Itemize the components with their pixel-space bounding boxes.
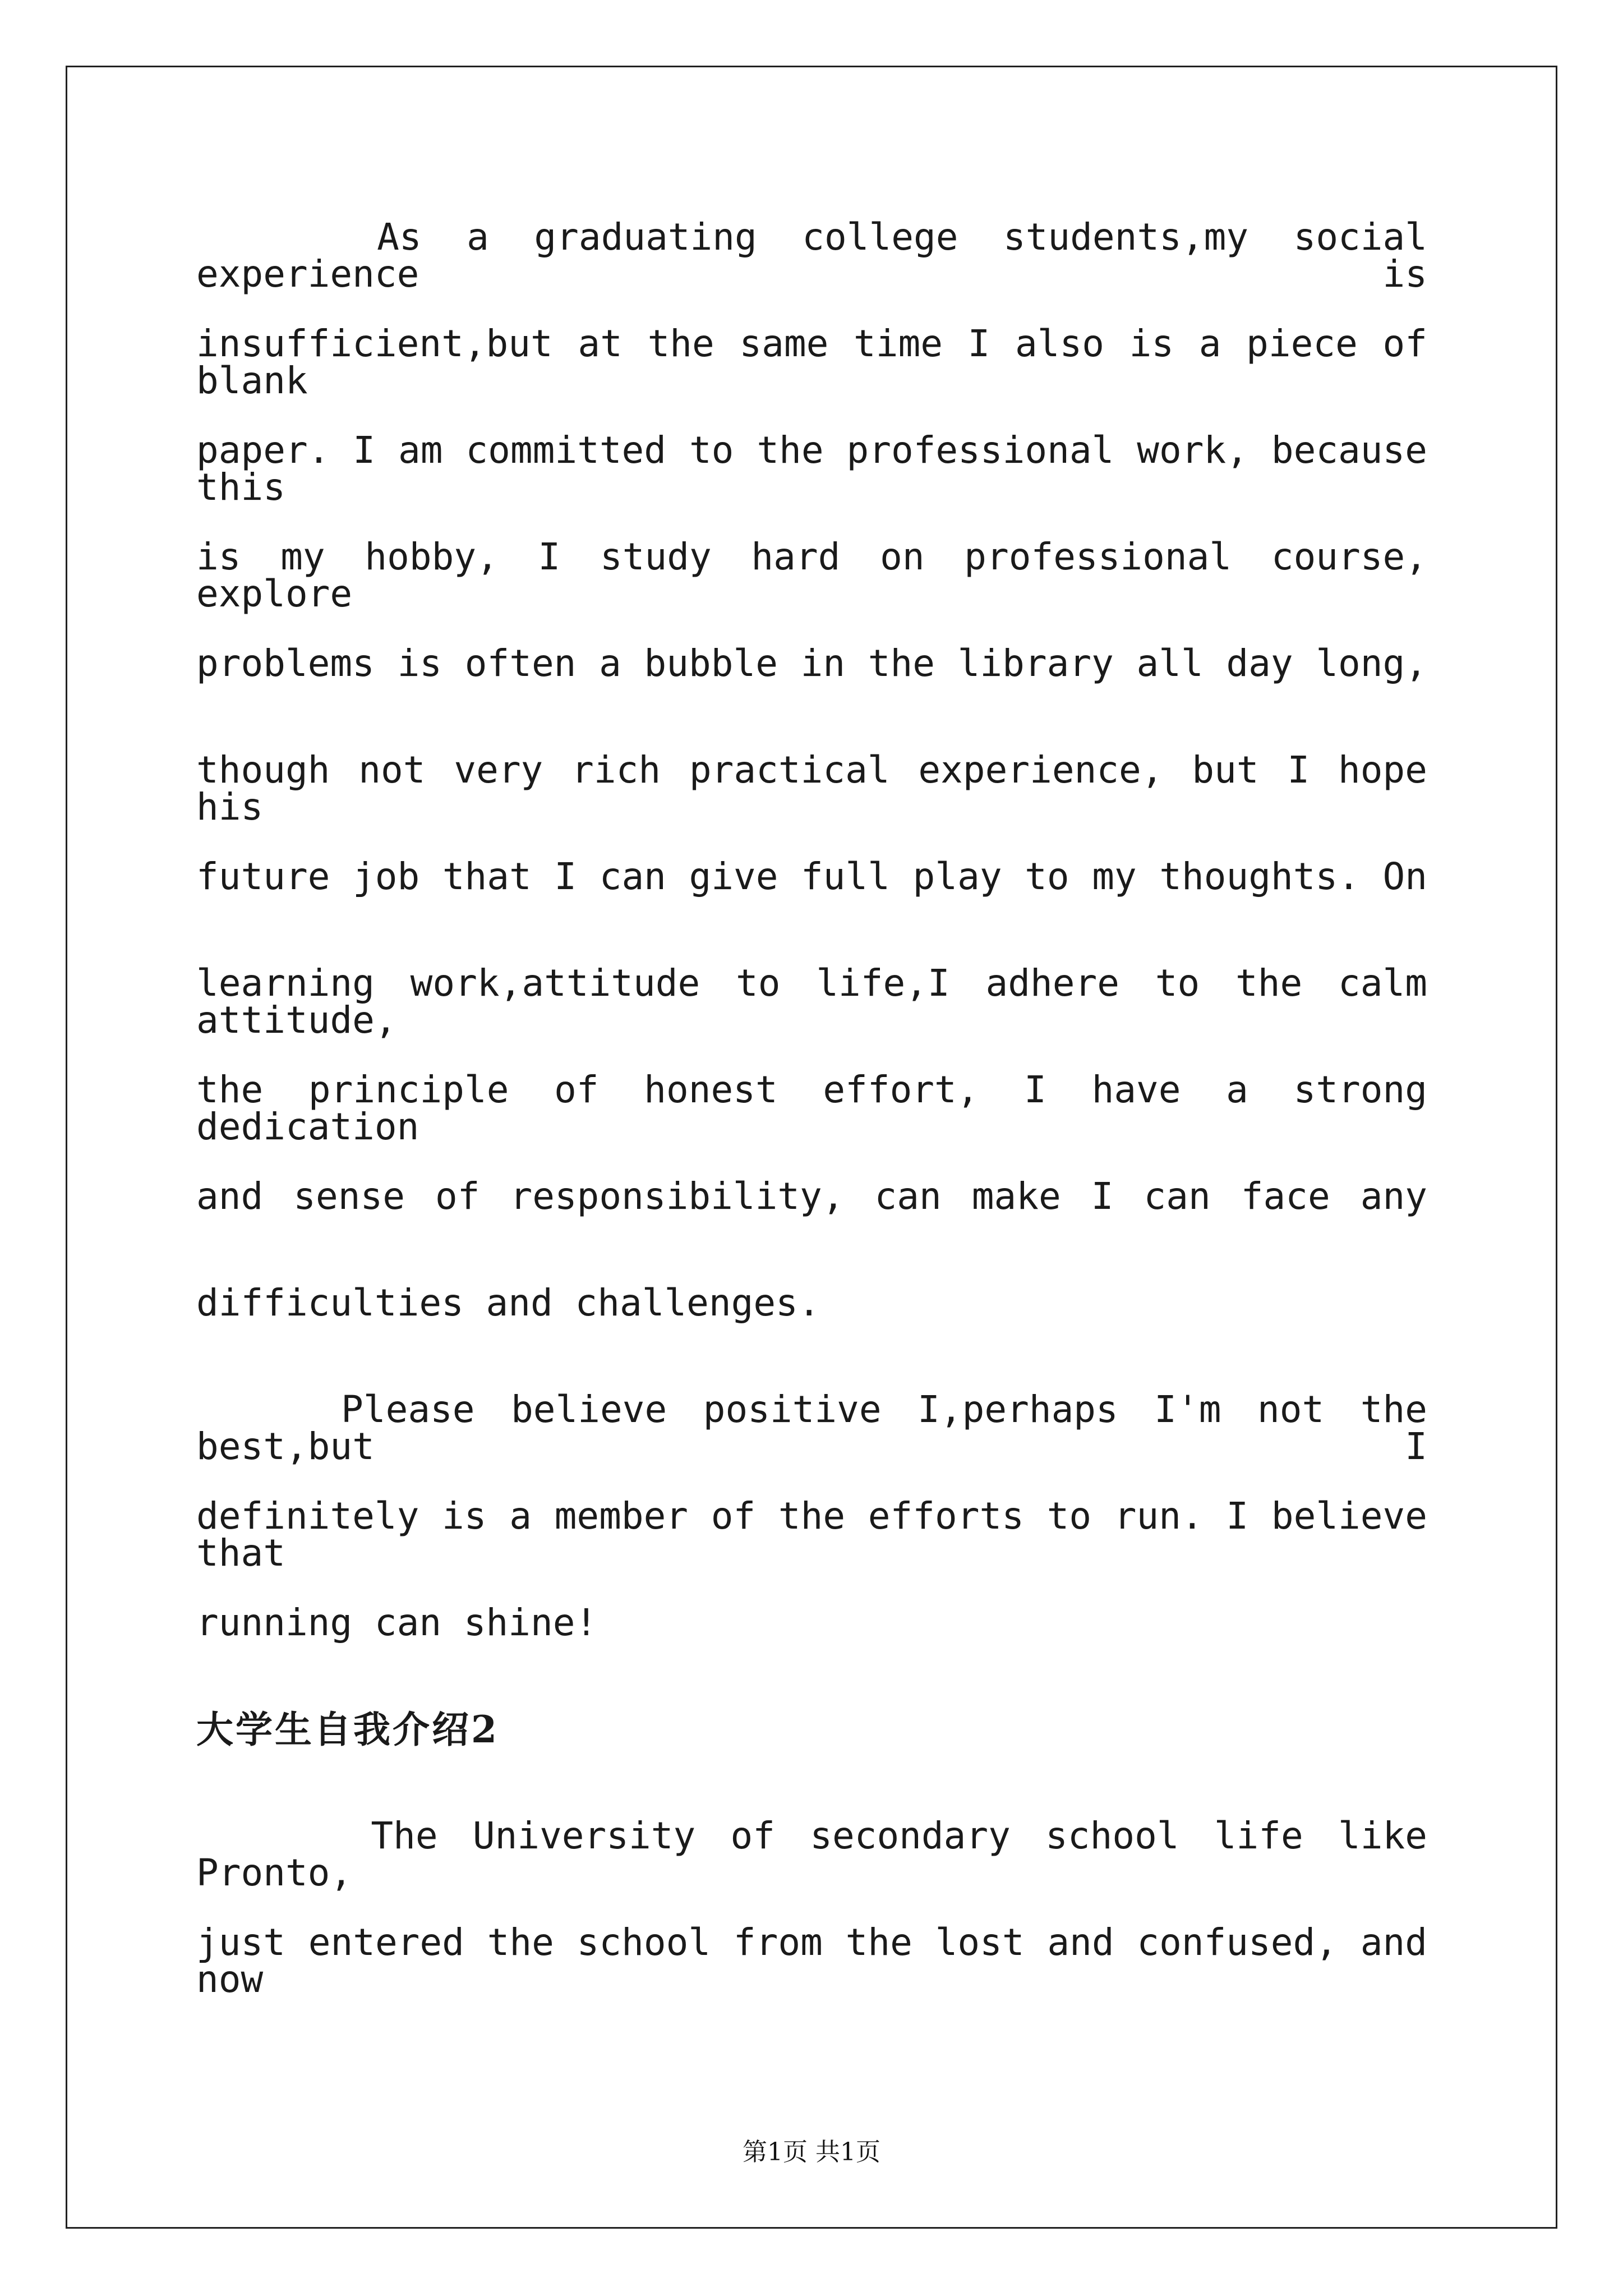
- page-number: 第1页 共1页: [743, 2138, 880, 2166]
- paragraph-1: [196, 215, 1427, 1391]
- page-footer: [0, 2132, 1623, 2168]
- text-line: learning work,attitude to life,I adhere to the calm attitude,: [196, 961, 1427, 1042]
- text-line: definitely is a member of the efforts to run. I believe that: [196, 1494, 1427, 1575]
- paragraph-3: [196, 1814, 1427, 2031]
- text-line: Please believe positive I,perhaps I'm not the best,but I: [196, 1388, 1427, 1468]
- text-line: problems is often a bubble in the library all day long,: [196, 642, 1427, 685]
- text-line: and sense of responsibility, can make I can face any: [196, 1175, 1427, 1218]
- text-line: insufficient,but at the same time I also is a piece of blank: [196, 322, 1427, 402]
- document-body: [196, 215, 1427, 2031]
- text-line: paper. I am committed to the professional work, because this: [196, 429, 1427, 509]
- text-line: The University of secondary school life like Pronto,: [196, 1814, 1427, 1894]
- text-line: the principle of honest effort, I have a strong dedication: [196, 1068, 1427, 1148]
- paragraph-2: [196, 1388, 1427, 1711]
- text-line: running can shine!: [196, 1601, 598, 1644]
- section-heading: 大学生自我介绍2: [196, 1708, 499, 1751]
- text-line: difficulties and challenges.: [196, 1281, 820, 1324]
- text-line: As a graduating college students,my social experience is: [196, 215, 1427, 296]
- text-line: future job that I can give full play to my thoughts. On: [196, 855, 1427, 898]
- text-line: just entered the school from the lost and confused, and now: [196, 1921, 1427, 2001]
- text-line: though not very rich practical experience, but I hope his: [196, 748, 1427, 829]
- text-line: is my hobby, I study hard on professional course, explore: [196, 535, 1427, 615]
